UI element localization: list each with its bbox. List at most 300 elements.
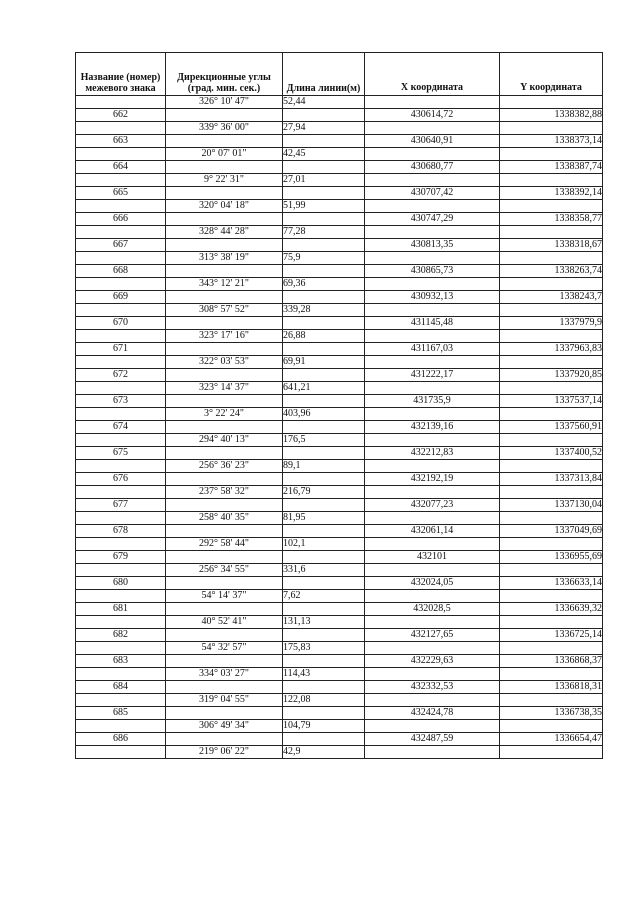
point-angle-cell — [166, 291, 283, 304]
segment-name-cell — [76, 304, 166, 317]
point-row — [76, 187, 603, 200]
point-row — [76, 395, 603, 408]
point-angle-cell — [166, 135, 283, 148]
segment-length-cell: 42,9 — [283, 746, 365, 759]
segment-x-cell — [365, 564, 500, 577]
point-name-cell: 670 — [76, 317, 166, 330]
segment-length-cell: 69,91 — [283, 356, 365, 369]
x-coordinate-cell: 432139,16 — [365, 421, 500, 434]
point-row — [76, 447, 603, 460]
point-name-cell: 681 — [76, 603, 166, 616]
boundary-coordinates-table — [75, 52, 603, 759]
segment-angle-cell: 9° 22' 31" — [166, 174, 283, 187]
x-coordinate-cell: 432077,23 — [365, 499, 500, 512]
segment-y-cell — [500, 278, 603, 291]
point-angle-cell — [166, 395, 283, 408]
segment-y-cell — [500, 694, 603, 707]
segment-row — [76, 252, 603, 265]
y-coordinate-cell: 1338392,14 — [500, 187, 603, 200]
point-row — [76, 291, 603, 304]
segment-name-cell — [76, 694, 166, 707]
segment-x-cell — [365, 278, 500, 291]
point-name-cell: 682 — [76, 629, 166, 642]
header-y: Y координата — [500, 53, 603, 96]
y-coordinate-cell: 1336633,14 — [500, 577, 603, 590]
point-length-cell — [283, 447, 365, 460]
segment-length-cell: 104,79 — [283, 720, 365, 733]
segment-y-cell — [500, 486, 603, 499]
point-angle-cell — [166, 551, 283, 564]
segment-length-cell: 7,62 — [283, 590, 365, 603]
point-length-cell — [283, 655, 365, 668]
segment-x-cell — [365, 720, 500, 733]
point-row — [76, 733, 603, 746]
point-name-cell: 680 — [76, 577, 166, 590]
segment-y-cell — [500, 96, 603, 109]
y-coordinate-cell: 1336725,14 — [500, 629, 603, 642]
header-length: Длина линии(м) — [283, 53, 365, 96]
point-angle-cell — [166, 239, 283, 252]
point-angle-cell — [166, 681, 283, 694]
point-name-cell: 667 — [76, 239, 166, 252]
segment-length-cell: 403,96 — [283, 408, 365, 421]
point-angle-cell — [166, 733, 283, 746]
point-angle-cell — [166, 109, 283, 122]
x-coordinate-cell: 431222,17 — [365, 369, 500, 382]
point-length-cell — [283, 343, 365, 356]
segment-length-cell: 89,1 — [283, 460, 365, 473]
segment-name-cell — [76, 330, 166, 343]
point-length-cell — [283, 603, 365, 616]
y-coordinate-cell: 1338373,14 — [500, 135, 603, 148]
point-length-cell — [283, 473, 365, 486]
segment-length-cell: 331,6 — [283, 564, 365, 577]
x-coordinate-cell: 431145,48 — [365, 317, 500, 330]
segment-y-cell — [500, 512, 603, 525]
segment-x-cell — [365, 746, 500, 759]
segment-y-cell — [500, 122, 603, 135]
segment-row — [76, 408, 603, 421]
point-row — [76, 577, 603, 590]
segment-name-cell — [76, 356, 166, 369]
segment-x-cell — [365, 356, 500, 369]
segment-name-cell — [76, 122, 166, 135]
x-coordinate-cell: 430640,91 — [365, 135, 500, 148]
x-coordinate-cell: 432229,63 — [365, 655, 500, 668]
point-length-cell — [283, 421, 365, 434]
segment-length-cell: 114,43 — [283, 668, 365, 681]
segment-x-cell — [365, 590, 500, 603]
point-length-cell — [283, 135, 365, 148]
x-coordinate-cell: 432028,5 — [365, 603, 500, 616]
y-coordinate-cell: 1337313,84 — [500, 473, 603, 486]
point-length-cell — [283, 577, 365, 590]
y-coordinate-cell: 1336654,47 — [500, 733, 603, 746]
segment-x-cell — [365, 200, 500, 213]
y-coordinate-cell: 1336738,35 — [500, 707, 603, 720]
point-length-cell — [283, 291, 365, 304]
table-body — [76, 96, 603, 759]
header-x: X координата — [365, 53, 500, 96]
point-angle-cell — [166, 421, 283, 434]
point-angle-cell — [166, 343, 283, 356]
y-coordinate-cell: 1336868,37 — [500, 655, 603, 668]
x-coordinate-cell: 430707,42 — [365, 187, 500, 200]
segment-angle-cell: 339° 36' 00" — [166, 122, 283, 135]
point-row — [76, 473, 603, 486]
point-length-cell — [283, 629, 365, 642]
segment-row — [76, 486, 603, 499]
point-angle-cell — [166, 577, 283, 590]
segment-y-cell — [500, 330, 603, 343]
y-coordinate-cell: 1338358,77 — [500, 213, 603, 226]
segment-row — [76, 460, 603, 473]
y-coordinate-cell: 1337920,85 — [500, 369, 603, 382]
point-length-cell — [283, 681, 365, 694]
point-name-cell: 684 — [76, 681, 166, 694]
segment-row — [76, 200, 603, 213]
segment-angle-cell: 256° 34' 55" — [166, 564, 283, 577]
segment-length-cell: 26,88 — [283, 330, 365, 343]
segment-name-cell — [76, 252, 166, 265]
point-row — [76, 603, 603, 616]
x-coordinate-cell: 432192,19 — [365, 473, 500, 486]
point-name-cell: 666 — [76, 213, 166, 226]
segment-length-cell: 175,83 — [283, 642, 365, 655]
segment-angle-cell: 237° 58' 32" — [166, 486, 283, 499]
segment-length-cell: 81,95 — [283, 512, 365, 525]
point-row — [76, 109, 603, 122]
point-row — [76, 707, 603, 720]
point-angle-cell — [166, 161, 283, 174]
segment-y-cell — [500, 590, 603, 603]
segment-y-cell — [500, 538, 603, 551]
point-length-cell — [283, 265, 365, 278]
segment-row — [76, 330, 603, 343]
segment-y-cell — [500, 720, 603, 733]
point-row — [76, 317, 603, 330]
point-row — [76, 525, 603, 538]
segment-angle-cell: 319° 04' 55" — [166, 694, 283, 707]
point-length-cell — [283, 213, 365, 226]
segment-name-cell — [76, 720, 166, 733]
point-name-cell: 675 — [76, 447, 166, 460]
point-row — [76, 629, 603, 642]
point-name-cell: 678 — [76, 525, 166, 538]
segment-length-cell: 75,9 — [283, 252, 365, 265]
point-angle-cell — [166, 525, 283, 538]
segment-length-cell: 77,28 — [283, 226, 365, 239]
segment-x-cell — [365, 174, 500, 187]
x-coordinate-cell: 432101 — [365, 551, 500, 564]
point-length-cell — [283, 707, 365, 720]
segment-y-cell — [500, 382, 603, 395]
segment-name-cell — [76, 590, 166, 603]
segment-y-cell — [500, 746, 603, 759]
segment-row — [76, 122, 603, 135]
x-coordinate-cell: 432024,05 — [365, 577, 500, 590]
point-row — [76, 213, 603, 226]
y-coordinate-cell: 1338382,88 — [500, 109, 603, 122]
segment-x-cell — [365, 148, 500, 161]
segment-angle-cell: 20° 07' 01" — [166, 148, 283, 161]
segment-row — [76, 694, 603, 707]
point-angle-cell — [166, 265, 283, 278]
segment-angle-cell: 322° 03' 53" — [166, 356, 283, 369]
segment-length-cell: 131,13 — [283, 616, 365, 629]
segment-row — [76, 148, 603, 161]
segment-y-cell — [500, 252, 603, 265]
point-length-cell — [283, 525, 365, 538]
segment-name-cell — [76, 278, 166, 291]
segment-length-cell: 42,45 — [283, 148, 365, 161]
point-row — [76, 135, 603, 148]
segment-x-cell — [365, 96, 500, 109]
point-angle-cell — [166, 629, 283, 642]
segment-y-cell — [500, 148, 603, 161]
segment-angle-cell: 3° 22' 24" — [166, 408, 283, 421]
x-coordinate-cell: 432212,83 — [365, 447, 500, 460]
segment-x-cell — [365, 382, 500, 395]
point-length-cell — [283, 551, 365, 564]
segment-y-cell — [500, 668, 603, 681]
y-coordinate-cell: 1336955,69 — [500, 551, 603, 564]
segment-length-cell: 51,99 — [283, 200, 365, 213]
segment-name-cell — [76, 382, 166, 395]
segment-angle-cell: 258° 40' 35" — [166, 512, 283, 525]
y-coordinate-cell: 1338263,74 — [500, 265, 603, 278]
point-name-cell: 669 — [76, 291, 166, 304]
header-name: Название (номер) межевого знака — [76, 53, 166, 96]
x-coordinate-cell: 430932,13 — [365, 291, 500, 304]
y-coordinate-cell: 1336639,32 — [500, 603, 603, 616]
x-coordinate-cell: 431735,9 — [365, 395, 500, 408]
segment-angle-cell: 320° 04' 18" — [166, 200, 283, 213]
segment-length-cell: 102,1 — [283, 538, 365, 551]
segment-length-cell: 641,21 — [283, 382, 365, 395]
segment-length-cell: 339,28 — [283, 304, 365, 317]
segment-angle-cell: 328° 44' 28" — [166, 226, 283, 239]
point-angle-cell — [166, 707, 283, 720]
table-header-row — [76, 53, 603, 96]
segment-x-cell — [365, 304, 500, 317]
segment-x-cell — [365, 122, 500, 135]
y-coordinate-cell: 1337130,04 — [500, 499, 603, 512]
segment-name-cell — [76, 96, 166, 109]
segment-y-cell — [500, 304, 603, 317]
point-angle-cell — [166, 473, 283, 486]
y-coordinate-cell: 1337963,83 — [500, 343, 603, 356]
point-row — [76, 421, 603, 434]
segment-angle-cell: 54° 32' 57" — [166, 642, 283, 655]
segment-angle-cell: 256° 36' 23" — [166, 460, 283, 473]
point-angle-cell — [166, 447, 283, 460]
segment-y-cell — [500, 616, 603, 629]
point-row — [76, 551, 603, 564]
point-length-cell — [283, 499, 365, 512]
point-name-cell: 686 — [76, 733, 166, 746]
segment-row — [76, 96, 603, 109]
segment-row — [76, 746, 603, 759]
y-coordinate-cell: 1337537,14 — [500, 395, 603, 408]
point-row — [76, 369, 603, 382]
segment-length-cell: 122,08 — [283, 694, 365, 707]
segment-length-cell: 27,94 — [283, 122, 365, 135]
segment-row — [76, 304, 603, 317]
segment-name-cell — [76, 226, 166, 239]
segment-row — [76, 642, 603, 655]
segment-row — [76, 720, 603, 733]
segment-row — [76, 356, 603, 369]
segment-y-cell — [500, 642, 603, 655]
point-length-cell — [283, 733, 365, 746]
x-coordinate-cell: 430813,35 — [365, 239, 500, 252]
segment-y-cell — [500, 174, 603, 187]
segment-angle-cell: 306° 49' 34" — [166, 720, 283, 733]
point-row — [76, 499, 603, 512]
point-length-cell — [283, 187, 365, 200]
segment-angle-cell: 219° 06' 22" — [166, 746, 283, 759]
y-coordinate-cell: 1337979,9 — [500, 317, 603, 330]
segment-name-cell — [76, 564, 166, 577]
point-name-cell: 673 — [76, 395, 166, 408]
segment-row — [76, 434, 603, 447]
segment-y-cell — [500, 356, 603, 369]
y-coordinate-cell: 1336818,31 — [500, 681, 603, 694]
segment-y-cell — [500, 460, 603, 473]
point-angle-cell — [166, 317, 283, 330]
segment-angle-cell: 313° 38' 19" — [166, 252, 283, 265]
segment-row — [76, 538, 603, 551]
segment-angle-cell: 40° 52' 41" — [166, 616, 283, 629]
point-row — [76, 161, 603, 174]
segment-name-cell — [76, 486, 166, 499]
segment-y-cell — [500, 200, 603, 213]
x-coordinate-cell: 432332,53 — [365, 681, 500, 694]
segment-x-cell — [365, 408, 500, 421]
point-name-cell: 664 — [76, 161, 166, 174]
segment-x-cell — [365, 694, 500, 707]
segment-name-cell — [76, 512, 166, 525]
segment-x-cell — [365, 616, 500, 629]
point-row — [76, 681, 603, 694]
segment-row — [76, 590, 603, 603]
x-coordinate-cell: 430614,72 — [365, 109, 500, 122]
segment-x-cell — [365, 538, 500, 551]
segment-name-cell — [76, 668, 166, 681]
point-name-cell: 677 — [76, 499, 166, 512]
point-angle-cell — [166, 369, 283, 382]
point-row — [76, 343, 603, 356]
x-coordinate-cell: 432424,78 — [365, 707, 500, 720]
segment-angle-cell: 343° 12' 21" — [166, 278, 283, 291]
point-row — [76, 265, 603, 278]
y-coordinate-cell: 1338243,7 — [500, 291, 603, 304]
point-row — [76, 239, 603, 252]
point-angle-cell — [166, 187, 283, 200]
point-name-cell: 668 — [76, 265, 166, 278]
segment-name-cell — [76, 642, 166, 655]
segment-row — [76, 174, 603, 187]
point-name-cell: 663 — [76, 135, 166, 148]
point-name-cell: 674 — [76, 421, 166, 434]
point-name-cell: 662 — [76, 109, 166, 122]
segment-row — [76, 226, 603, 239]
segment-row — [76, 668, 603, 681]
segment-x-cell — [365, 252, 500, 265]
x-coordinate-cell: 430680,77 — [365, 161, 500, 174]
x-coordinate-cell: 430865,73 — [365, 265, 500, 278]
point-length-cell — [283, 317, 365, 330]
x-coordinate-cell: 431167,03 — [365, 343, 500, 356]
segment-y-cell — [500, 226, 603, 239]
segment-length-cell: 52,44 — [283, 96, 365, 109]
segment-angle-cell: 323° 14' 37" — [166, 382, 283, 395]
point-row — [76, 655, 603, 668]
segment-angle-cell: 292° 58' 44" — [166, 538, 283, 551]
point-length-cell — [283, 239, 365, 252]
segment-x-cell — [365, 460, 500, 473]
y-coordinate-cell: 1338387,74 — [500, 161, 603, 174]
point-angle-cell — [166, 213, 283, 226]
x-coordinate-cell: 432061,14 — [365, 525, 500, 538]
segment-y-cell — [500, 434, 603, 447]
point-length-cell — [283, 369, 365, 382]
segment-row — [76, 616, 603, 629]
segment-name-cell — [76, 174, 166, 187]
y-coordinate-cell: 1337400,52 — [500, 447, 603, 460]
point-name-cell: 685 — [76, 707, 166, 720]
segment-angle-cell: 54° 14' 37" — [166, 590, 283, 603]
segment-name-cell — [76, 148, 166, 161]
header-angle: Дирекционные углы (град. мин. сек.) — [166, 53, 283, 96]
point-name-cell: 676 — [76, 473, 166, 486]
x-coordinate-cell: 432487,59 — [365, 733, 500, 746]
segment-angle-cell: 308° 57' 52" — [166, 304, 283, 317]
point-length-cell — [283, 395, 365, 408]
point-name-cell: 665 — [76, 187, 166, 200]
segment-x-cell — [365, 434, 500, 447]
segment-angle-cell: 334° 03' 27" — [166, 668, 283, 681]
segment-angle-cell: 326° 10' 47" — [166, 96, 283, 109]
x-coordinate-cell: 430747,29 — [365, 213, 500, 226]
segment-x-cell — [365, 330, 500, 343]
point-angle-cell — [166, 603, 283, 616]
y-coordinate-cell: 1337049,69 — [500, 525, 603, 538]
segment-x-cell — [365, 512, 500, 525]
y-coordinate-cell: 1338318,67 — [500, 239, 603, 252]
segment-angle-cell: 323° 17' 16" — [166, 330, 283, 343]
segment-name-cell — [76, 434, 166, 447]
segment-length-cell: 216,79 — [283, 486, 365, 499]
point-name-cell: 672 — [76, 369, 166, 382]
segment-row — [76, 512, 603, 525]
segment-row — [76, 278, 603, 291]
point-length-cell — [283, 161, 365, 174]
segment-name-cell — [76, 408, 166, 421]
segment-name-cell — [76, 616, 166, 629]
x-coordinate-cell: 432127,65 — [365, 629, 500, 642]
point-name-cell: 679 — [76, 551, 166, 564]
point-angle-cell — [166, 499, 283, 512]
segment-name-cell — [76, 538, 166, 551]
segment-y-cell — [500, 408, 603, 421]
segment-name-cell — [76, 460, 166, 473]
y-coordinate-cell: 1337560,91 — [500, 421, 603, 434]
segment-length-cell: 176,5 — [283, 434, 365, 447]
segment-row — [76, 382, 603, 395]
point-name-cell: 683 — [76, 655, 166, 668]
